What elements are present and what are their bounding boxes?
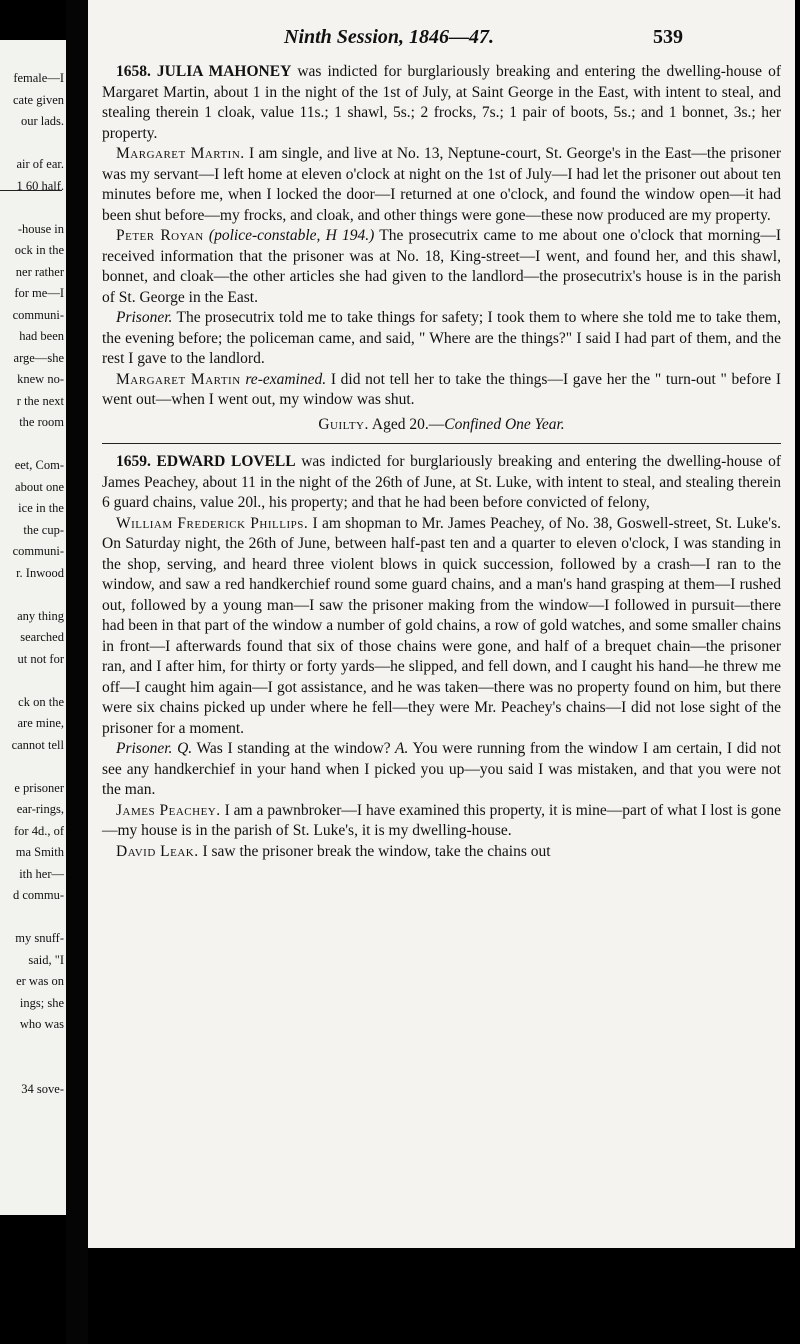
left-margin-line: the cup- [23, 522, 64, 537]
left-margin-line: my snuff- [15, 931, 64, 945]
running-title: Ninth Session, 1846—47. [284, 26, 495, 48]
left-margin-line: for 4d., of [14, 823, 64, 838]
testimony-paragraph [102, 801, 781, 842]
left-margin-line: for me—I [14, 286, 64, 300]
testimony-paragraph [102, 842, 781, 863]
left-margin-line: had been [19, 329, 64, 343]
testimony-paragraph [102, 739, 781, 801]
left-margin-line: the room [19, 415, 64, 429]
question-text: Was I standing at the window? [192, 740, 391, 757]
speaker-role: (police-constable, H 194.) [203, 227, 375, 244]
left-margin-line: arge—she [13, 350, 64, 365]
testimony-paragraph [102, 308, 781, 370]
left-margin-line: r the next [16, 393, 64, 408]
answer-text: You were running from the window I am certain, I did not see any handkerchief in your hand when I picked you up—you said I was mistaken, and that you were not the man. [102, 740, 781, 798]
speaker-name: Margaret Martin. [116, 145, 245, 162]
verdict-line [102, 415, 781, 436]
left-margin-line: ner rather [15, 264, 64, 279]
indictment-text: was indicted for burglariously breaking and entering the dwelling-house of Margaret Martin, about 1 in the night of the 1st of July, at Saint George in the East, with intent to steal, and stealing therein 1 cloak, value 11s.; 1 shawl, 5s.; 2 frocks, 7s.; 1 pair of boots, 5s.; and 1 bonnet, 3s.; her property. [102, 63, 781, 142]
left-margin-line: ith her— [19, 866, 64, 881]
speaker-name: Prisoner. [116, 309, 173, 326]
left-margin-line: 1 60 half. [16, 178, 64, 193]
left-margin-line: e prisoner [14, 780, 64, 795]
speaker-name: James Peachey. [116, 801, 221, 819]
left-margin-line: r. Inwood [16, 565, 64, 580]
question-marker: Q. [172, 740, 193, 757]
case-heading: 1658. JULIA MAHONEY [116, 63, 292, 80]
speaker-name: Peter Royan [116, 227, 204, 244]
left-margin-line: communi- [12, 307, 64, 322]
left-margin-line: who was [19, 1017, 64, 1031]
left-margin-line: searched [20, 630, 64, 644]
verdict-sentence: Confined One Year. [444, 415, 565, 433]
speaker-name: Margaret Martin [116, 370, 241, 388]
right-page [88, 0, 795, 1250]
left-margin-line: cannot tell [11, 737, 64, 752]
speaker-name: David Leak. [116, 842, 199, 860]
case-1659-intro [102, 452, 781, 514]
testimony-text: The prosecutrix came to me about one o'clock that morning—I received information that the prisoner was at No. 18, King-street—I went, and found her, and this shawl, bonnet, and cloak—the other articles she had given to the landlord—the prosecutrix's house is in the parish of St. George in the East. [102, 227, 781, 306]
left-margin-line: ear-rings, [16, 802, 64, 816]
verdict-word: Guilty. [318, 415, 369, 433]
indictment-text: was indicted for burglariously breaking and entering the dwelling-house of James Peachey, about 11 in the night of the 26th of June, at St. Luke, with intent to steal, and stealing therein 6 guard chains, value 20l., his property; and that he had been before convicted of felony, [102, 453, 782, 511]
testimony-paragraph [102, 514, 781, 740]
left-margin-line: knew no- [17, 372, 64, 386]
left-margin-line: cate given [12, 92, 64, 107]
left-margin-line: said, "I [28, 952, 64, 967]
speaker-role: re-examined. [240, 370, 327, 388]
testimony-paragraph [102, 370, 781, 411]
left-margin-line: 34 sove- [21, 1081, 64, 1096]
testimony-text: I am single, and live at No. 13, Neptune-court, St. George's in the East—the prisoner was my servant—I left home at eleven o'clock at night on the 1st of July—I had let the prisoner out about ten minutes before me, when I locked the door—I returned at one o'clock, and found the window open—it had been shut before—my frocks, and cloak, and other things were gone—these now produced are my property. [102, 145, 781, 224]
page-body [102, 62, 781, 862]
testimony-text: I am a pawnbroker—I have examined this property, it is mine—part of what I lost is gone—my house is in the parish of St. Luke's, it is my dwelling-house. [102, 801, 782, 839]
testimony-text: The prosecutrix told me to take things for safety; I took them to where she told me to take them, the evening before; the policeman came, and said, " Where are the things?" I said I had part of them, and the rest I gave to the landlord. [102, 309, 781, 367]
testimony-paragraph [102, 226, 781, 308]
testimony-text: I saw the prisoner break the window, take the chains out [198, 842, 551, 860]
testimony-text: I am shopman to Mr. James Peachey, of No. 38, Goswell-street, St. Luke's. On Saturday night, the 26th of June, between half-past ten and a quarter to eleven o'clock, I was standing in the shop, serving, and heard three violent blows in quick succession, followed by a crash—I ran to the window, and saw a red handkerchief round some guard chains, and a man's hand grasping at them—I rushed out, followed by a young man—I saw the prisoner making from the window—I followed in pursuit—there had been in that part of the window a number of gold chains, a row of gold watches, and some smaller chains in front—I afterwards found that six of those chains were gone, and half of a brequet chain—the prisoner ran, and I after him, for thirty or forty yards—he slipped, and fell down, and I caught his hand—he threw me off—I caught him again—I got assistance, and he was taken—there was no property found on him, but there were six chains picked up under where he fell—they were Mr. Peachey's chains—I did not lose sight of the prisoner for a moment. [102, 514, 781, 737]
speaker-name: William Frederick Phillips. [116, 514, 309, 532]
left-margin-line: communi- [12, 544, 64, 558]
speaker-name: Prisoner. [116, 740, 173, 757]
left-margin-line: ma Smith [15, 845, 64, 859]
testimony-text: I did not tell her to take the things—I gave her the " turn-out " before I went out—when I went out, my window was shut. [102, 370, 781, 408]
left-margin-line: er was on [16, 974, 64, 988]
left-margin-line: about one [15, 479, 64, 494]
left-margin-line: ings; she [19, 995, 64, 1010]
left-margin-line: d commu- [12, 888, 64, 902]
left-margin-line: ck on the [18, 694, 64, 709]
case-1658-intro [102, 62, 781, 144]
testimony-paragraph [102, 144, 781, 226]
scan-border [88, 1248, 800, 1344]
page-number: 539 [653, 26, 683, 48]
case-divider [102, 443, 781, 444]
left-page-margin [0, 40, 66, 1215]
verdict-age: Aged 20.— [368, 415, 445, 433]
left-margin-line: are mine, [17, 716, 64, 730]
left-margin-line: eet, Com- [14, 458, 64, 472]
left-margin-line: any thing [17, 608, 64, 623]
left-margin-line: air of ear. [16, 157, 64, 171]
left-margin-line: our lads. [20, 114, 64, 128]
left-margin-line: ice in the [18, 501, 64, 515]
page-header [88, 26, 795, 52]
left-margin-line: ock in the [14, 243, 64, 257]
case-heading: 1659. EDWARD LOVELL [116, 453, 296, 470]
left-margin-line: -house in [17, 221, 64, 236]
book-gutter [66, 0, 88, 1344]
answer-marker: A. [390, 740, 409, 757]
left-margin-line: ut not for [17, 651, 64, 666]
left-margin-line: female—I [13, 71, 64, 85]
